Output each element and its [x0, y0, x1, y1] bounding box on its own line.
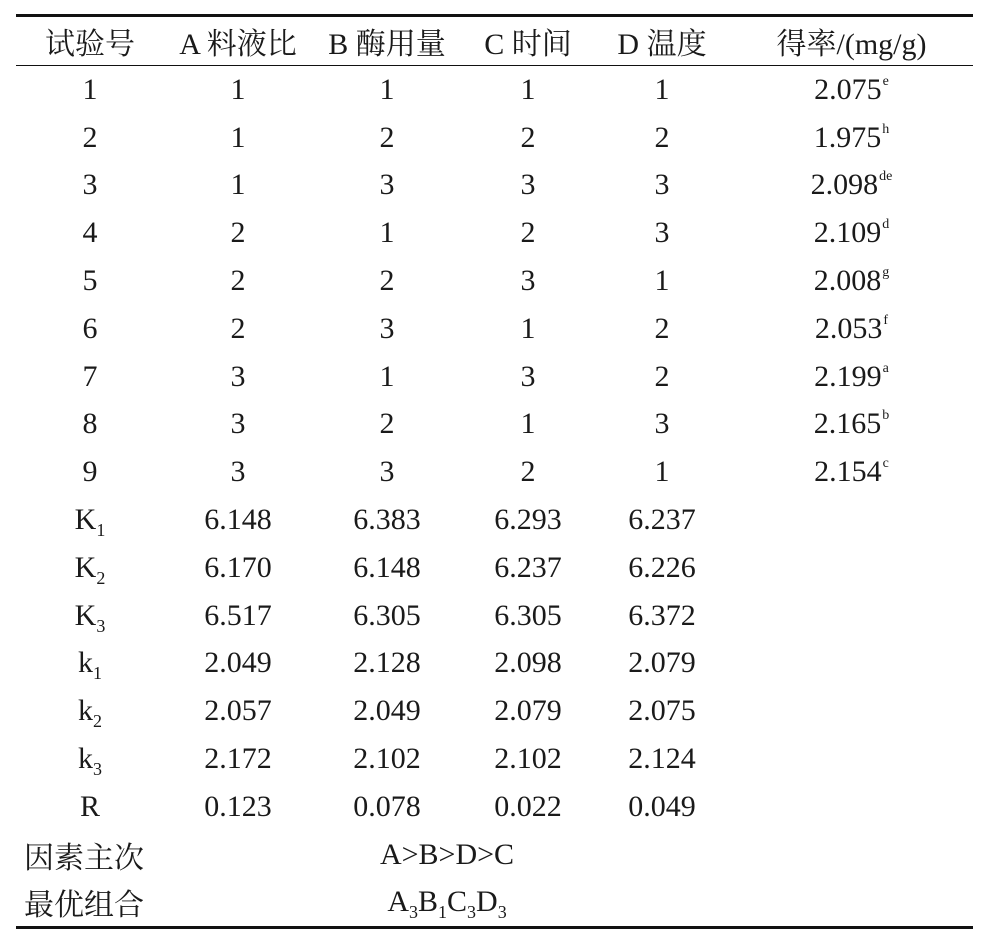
stat-symbol: R: [79, 789, 100, 823]
stat-cell-a: 0.123: [204, 789, 272, 823]
cell-d: 3: [654, 216, 670, 250]
significance-letter: de: [879, 169, 893, 185]
cell-a: 1: [230, 168, 246, 202]
significance-letter: b: [882, 408, 890, 424]
cell-no: 2: [82, 120, 98, 154]
yield-value: 2.199: [814, 359, 882, 393]
factor-order-label: 因素主次: [24, 841, 144, 875]
cell-b: 3: [379, 311, 395, 345]
cell-c: 1: [520, 311, 536, 345]
cell-a: 1: [230, 72, 246, 106]
stat-label: [16, 783, 164, 831]
stat-symbol: K: [74, 503, 97, 537]
significance-letter: e: [882, 73, 889, 89]
stat-label: [16, 496, 164, 544]
optimal-factor: D: [476, 885, 498, 919]
stat-row: [16, 544, 973, 592]
optimal-factor: A: [387, 885, 409, 919]
table-row: [16, 66, 973, 114]
header-factor-c: C 时间: [484, 28, 572, 61]
stat-cell-b: 2.128: [353, 646, 421, 680]
table-row: [16, 401, 973, 449]
cell-c: 1: [520, 407, 536, 441]
stat-symbol: k: [78, 742, 93, 776]
cell-a: 3: [230, 455, 246, 489]
header-yield: 得率/(mg/g): [776, 28, 927, 61]
cell-a: 2: [230, 216, 246, 250]
yield-value: 2.165: [813, 407, 882, 441]
cell-yield: [730, 353, 973, 401]
yield-value: 2.109: [813, 216, 882, 250]
stat-cell-a: 2.057: [204, 694, 272, 728]
stat-subscript: 3: [93, 759, 102, 780]
cell-b: 1: [379, 216, 395, 250]
stat-row: [16, 640, 973, 688]
optimal-level: 3: [497, 902, 507, 923]
orthogonal-table-container: [16, 14, 973, 929]
cell-no: 4: [82, 216, 98, 250]
table-row: [16, 114, 973, 162]
factor-order-row: [16, 831, 973, 879]
optimal-row: [16, 879, 973, 927]
optimal-empty: [730, 879, 973, 927]
stat-symbol: K: [74, 598, 97, 632]
cell-no: 6: [82, 311, 98, 345]
stat-subscript: 3: [96, 615, 106, 636]
bottom-rule: [16, 926, 973, 929]
cell-d: 1: [654, 455, 670, 489]
table-row: [16, 353, 973, 401]
stat-subscript: 2: [93, 711, 102, 732]
stat-cell-c: 0.022: [494, 789, 562, 823]
cell-d: 1: [654, 72, 670, 106]
stat-cell-d: 6.237: [628, 503, 696, 537]
cell-b: 2: [379, 264, 395, 298]
stat-empty: [730, 496, 973, 544]
cell-b: 2: [379, 407, 395, 441]
stat-cell-d: 0.049: [628, 789, 696, 823]
cell-b: 3: [379, 168, 395, 202]
stat-subscript: 2: [96, 567, 106, 588]
cell-a: 3: [230, 407, 246, 441]
significance-letter: f: [883, 312, 889, 328]
header-row: [16, 17, 973, 65]
cell-b: 2: [379, 120, 395, 154]
table-row: [16, 209, 973, 257]
stat-cell-a: 2.049: [204, 646, 272, 680]
stat-cell-b: 6.383: [353, 503, 421, 537]
optimal-factor: C: [447, 885, 468, 919]
cell-c: 3: [520, 264, 536, 298]
stat-empty: [730, 735, 973, 783]
stat-cell-a: 6.517: [204, 598, 272, 632]
stat-symbol: k: [78, 694, 93, 728]
cell-no: 8: [82, 407, 98, 441]
stat-cell-c: 6.293: [494, 503, 562, 537]
cell-no: 7: [82, 359, 98, 393]
cell-c: 3: [520, 168, 536, 202]
stat-empty: [730, 687, 973, 735]
cell-d: 1: [654, 264, 670, 298]
stat-empty: [730, 783, 973, 831]
cell-c: 2: [520, 120, 536, 154]
optimal-level: 1: [438, 902, 447, 923]
cell-d: 3: [654, 407, 670, 441]
stat-cell-a: 6.170: [204, 550, 272, 584]
cell-yield: [730, 114, 973, 162]
optimal-level: 3: [408, 902, 418, 923]
cell-yield: [730, 162, 973, 210]
yield-value: 1.975: [813, 120, 882, 154]
yield-value: 2.154: [814, 455, 882, 489]
stat-label: [16, 687, 164, 735]
orthogonal-test-table: [16, 17, 973, 926]
significance-letter: g: [882, 265, 890, 281]
significance-letter: c: [882, 456, 889, 472]
yield-value: 2.008: [813, 264, 882, 298]
cell-yield: [730, 401, 973, 449]
cell-d: 3: [654, 168, 670, 202]
cell-a: 2: [230, 311, 246, 345]
optimal-factor: B: [417, 885, 438, 919]
header-factor-a: A 料液比: [179, 28, 297, 61]
stat-label: [16, 544, 164, 592]
stat-subscript: 1: [96, 520, 106, 541]
stat-row: [16, 687, 973, 735]
optimal-value: [164, 879, 730, 927]
stat-cell-b: 2.049: [353, 694, 421, 728]
optimal-label: 最优组合: [24, 889, 144, 923]
significance-letter: h: [882, 121, 890, 137]
stat-cell-a: 2.172: [204, 742, 272, 776]
stat-label: [16, 735, 164, 783]
stat-symbol: K: [74, 550, 97, 584]
factor-order-value: A>B>D>C: [379, 837, 515, 871]
stat-row: [16, 496, 973, 544]
stat-empty: [730, 544, 973, 592]
cell-d: 2: [654, 311, 670, 345]
cell-d: 2: [654, 120, 670, 154]
significance-letter: d: [882, 217, 890, 233]
cell-no: 1: [82, 72, 98, 106]
stat-cell-c: 2.098: [494, 646, 562, 680]
cell-no: 9: [82, 455, 98, 489]
stat-cell-c: 2.079: [494, 694, 562, 728]
cell-a: 1: [230, 120, 246, 154]
significance-letter: a: [882, 360, 889, 376]
stat-empty: [730, 592, 973, 640]
cell-a: 2: [230, 264, 246, 298]
stat-row: [16, 783, 973, 831]
stat-symbol: k: [78, 646, 93, 680]
stat-cell-b: 0.078: [353, 789, 421, 823]
cell-d: 2: [654, 359, 670, 393]
cell-yield: [730, 257, 973, 305]
cell-no: 5: [82, 264, 98, 298]
cell-c: 2: [520, 455, 536, 489]
stat-cell-d: 6.226: [628, 550, 696, 584]
stat-label: [16, 592, 164, 640]
table-body: [16, 65, 973, 926]
cell-c: 3: [520, 359, 536, 393]
yield-value: 2.098: [810, 168, 879, 202]
stat-cell-b: 2.102: [353, 742, 421, 776]
stat-row: [16, 735, 973, 783]
table-row: [16, 305, 973, 353]
yield-value: 2.053: [814, 311, 883, 345]
stat-cell-c: 2.102: [494, 742, 562, 776]
stat-cell-d: 6.372: [628, 598, 696, 632]
header-factor-b: B 酶用量: [328, 28, 446, 61]
yield-value: 2.075: [814, 72, 882, 106]
header-trial-no: 试验号: [45, 28, 135, 61]
cell-yield: [730, 66, 973, 114]
cell-b: 3: [379, 455, 395, 489]
cell-no: 3: [82, 168, 98, 202]
stat-empty: [730, 640, 973, 688]
stat-cell-c: 6.237: [494, 550, 562, 584]
stat-cell-a: 6.148: [204, 503, 272, 537]
cell-b: 1: [379, 72, 395, 106]
stat-label: [16, 640, 164, 688]
cell-yield: [730, 305, 973, 353]
cell-yield: [730, 209, 973, 257]
cell-b: 1: [379, 359, 395, 393]
stat-cell-d: 2.124: [628, 742, 696, 776]
cell-a: 3: [230, 359, 246, 393]
optimal-level: 3: [467, 902, 477, 923]
stat-row: [16, 592, 973, 640]
header-factor-d: D 温度: [617, 28, 707, 61]
table-row: [16, 448, 973, 496]
stat-subscript: 1: [93, 663, 102, 684]
factor-order-empty: [730, 831, 973, 879]
table-row: [16, 162, 973, 210]
stat-cell-b: 6.305: [353, 598, 421, 632]
cell-yield: [730, 448, 973, 496]
stat-cell-b: 6.148: [353, 550, 421, 584]
stat-cell-d: 2.075: [628, 694, 696, 728]
cell-c: 2: [520, 216, 536, 250]
cell-c: 1: [520, 72, 536, 106]
table-row: [16, 257, 973, 305]
stat-cell-d: 2.079: [628, 646, 696, 680]
stat-cell-c: 6.305: [494, 598, 562, 632]
